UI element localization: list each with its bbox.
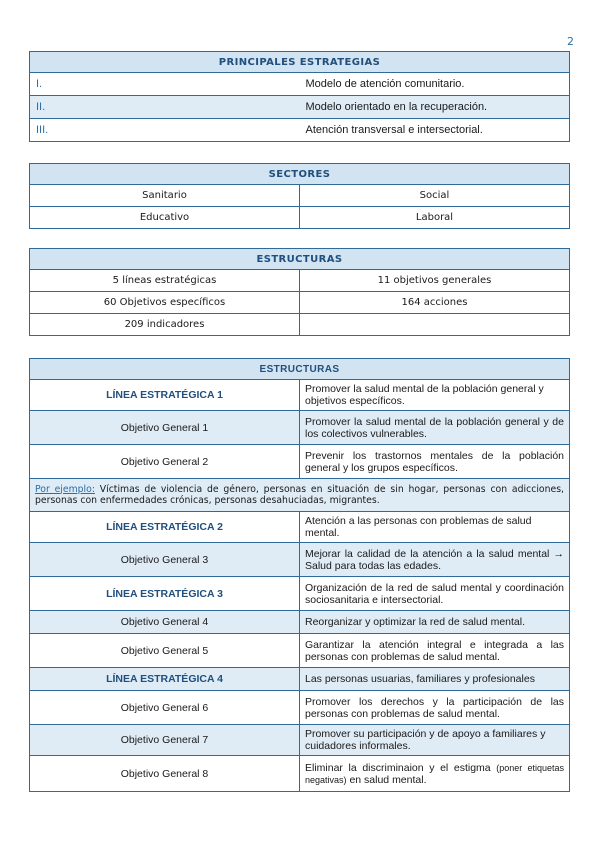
objetivo-general-row	[30, 756, 570, 792]
estrategia-text: Atención transversal e intersectorial.	[300, 119, 570, 142]
estructuras-row	[30, 270, 570, 292]
ejemplo-text: Víctimas de violencia de género, personas en situación de sin hogar, personas con adicciones, personas con enfermedades crónicas, personas desahuciadas, migrantes.	[35, 483, 565, 506]
sectores-title: SECTORES	[30, 164, 570, 185]
page-number: 2	[567, 35, 574, 48]
principales-estrategias-title: PRINCIPALES ESTRATEGIAS	[30, 52, 570, 73]
objetivo-general-text: Promover su participación y de apoyo a familiares y cuidadores informales.	[300, 725, 570, 756]
objetivo-general-text	[300, 756, 570, 792]
sector-cell: Social	[300, 185, 570, 207]
estructura-cell: 11 objetivos generales	[300, 270, 570, 292]
estructura-cell: 60 Objetivos específicos	[30, 292, 300, 314]
estructura-cell: 5 líneas estratégicas	[30, 270, 300, 292]
estrategia-row	[30, 119, 570, 142]
linea-estrategica-row	[30, 577, 570, 611]
objetivo-general-text: Mejorar la calidad de la atención a la salud mental → Salud para todas las edades.	[300, 543, 570, 577]
estructuras-detalle-table	[29, 358, 570, 792]
estructuras-detalle-title: ESTRUCTURAS	[30, 359, 570, 380]
linea-estrategica-label: LÍNEA ESTRATÉGICA 1	[30, 380, 300, 411]
objetivo-general-text: Prevenir los trastornos mentales de la población general y los grupos específicos.	[300, 445, 570, 479]
linea-estrategica-row	[30, 668, 570, 691]
estructura-cell-empty	[300, 314, 570, 336]
objetivo-general-text: Garantizar la atención integral e integrada a las personas con problemas de salud mental.	[300, 634, 570, 668]
estructura-cell: 209 indicadores	[30, 314, 300, 336]
estructuras-row	[30, 314, 570, 336]
objetivo-general-row	[30, 691, 570, 725]
principales-estrategias-table	[29, 51, 570, 142]
objetivo-general-label: Objetivo General 4	[30, 611, 300, 634]
ejemplo-row	[30, 479, 570, 512]
linea-estrategica-text: Promover la salud mental de la población general y objetivos específicos.	[300, 380, 570, 411]
sector-cell: Sanitario	[30, 185, 300, 207]
og8-text-c: en salud mental.	[346, 773, 427, 786]
ejemplo-cell	[30, 479, 570, 512]
og8-text-a: Eliminar la discriminaion y el estigma	[305, 761, 497, 774]
linea-estrategica-text: Atención a las personas con problemas de salud mental.	[300, 512, 570, 543]
objetivo-general-row	[30, 543, 570, 577]
objetivo-general-text: Promover la salud mental de la población general y de los colectivos vulnerables.	[300, 411, 570, 445]
linea-estrategica-row	[30, 512, 570, 543]
objetivo-general-row	[30, 445, 570, 479]
objetivo-general-label: Objetivo General 7	[30, 725, 300, 756]
sectores-row	[30, 207, 570, 229]
estrategia-number: III.	[30, 119, 300, 142]
estructuras-row	[30, 292, 570, 314]
objetivo-general-label: Objetivo General 3	[30, 543, 300, 577]
linea-estrategica-label: LÍNEA ESTRATÉGICA 4	[30, 668, 300, 691]
objetivo-general-label: Objetivo General 2	[30, 445, 300, 479]
linea-estrategica-label: LÍNEA ESTRATÉGICA 2	[30, 512, 300, 543]
objetivo-general-row	[30, 411, 570, 445]
sector-cell: Educativo	[30, 207, 300, 229]
estrategia-number: II.	[30, 96, 300, 119]
objetivo-general-text: Reorganizar y optimizar la red de salud mental.	[300, 611, 570, 634]
linea-estrategica-text: Organización de la red de salud mental y coordinación sociosanitaria e intersectorial.	[300, 577, 570, 611]
estrategia-text: Modelo orientado en la recuperación.	[300, 96, 570, 119]
sectores-table	[29, 163, 570, 229]
objetivo-general-row	[30, 634, 570, 668]
linea-estrategica-text: Las personas usuarias, familiares y profesionales	[300, 668, 570, 691]
sectores-row	[30, 185, 570, 207]
objetivo-general-row	[30, 611, 570, 634]
objetivo-general-row	[30, 725, 570, 756]
estrategia-row	[30, 96, 570, 119]
objetivo-general-label: Objetivo General 8	[30, 756, 300, 792]
sector-cell: Laboral	[300, 207, 570, 229]
ejemplo-label: Por ejemplo:	[35, 483, 95, 495]
objetivo-general-text: Promover los derechos y la participación de las personas con problemas de salud mental.	[300, 691, 570, 725]
og8-text-b: (poner etiquetas negativas)	[305, 762, 565, 785]
estructura-cell: 164 acciones	[300, 292, 570, 314]
objetivo-general-label: Objetivo General 1	[30, 411, 300, 445]
objetivo-general-label: Objetivo General 5	[30, 634, 300, 668]
estructuras-resumen-title: ESTRUCTURAS	[30, 249, 570, 270]
linea-estrategica-row	[30, 380, 570, 411]
estrategia-row	[30, 73, 570, 96]
objetivo-general-label: Objetivo General 6	[30, 691, 300, 725]
estrategia-text: Modelo de atención comunitario.	[300, 73, 570, 96]
estrategia-number: I.	[30, 73, 300, 96]
linea-estrategica-label: LÍNEA ESTRATÉGICA 3	[30, 577, 300, 611]
estructuras-resumen-table	[29, 248, 570, 336]
